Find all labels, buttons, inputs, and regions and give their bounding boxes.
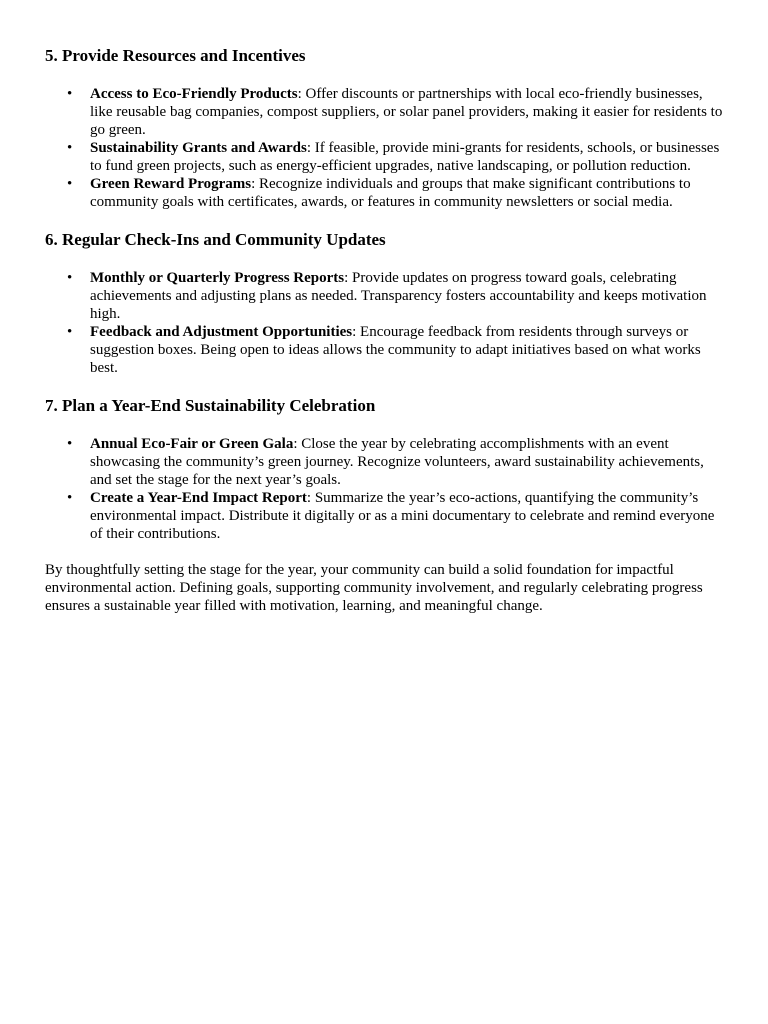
item-term: Access to Eco-Friendly Products: [90, 86, 298, 102]
item-term: Create a Year-End Impact Report: [90, 490, 307, 506]
bullet-icon: •: [67, 324, 73, 340]
item-text: : Offer discounts or partnerships with local eco-friendly businesses, like reusable bag companies, compost suppliers, or solar panel providers, making it easier for residents to go green.: [90, 86, 723, 138]
section-year-end-celebration: [45, 395, 723, 543]
list-item: [67, 85, 723, 139]
item-term: Feedback and Adjustment Opportunities: [90, 324, 353, 340]
bullet-icon: •: [67, 140, 73, 156]
list-item: [67, 175, 723, 211]
section-heading: 7. Plan a Year-End Sustainability Celebration: [45, 396, 376, 415]
bullet-list: [45, 435, 723, 543]
section-resources-incentives: [45, 45, 723, 211]
section-heading: 6. Regular Check-Ins and Community Updates: [45, 230, 386, 249]
list-item: [67, 489, 723, 543]
section-check-ins-updates: [45, 229, 723, 377]
bullet-icon: •: [67, 490, 73, 506]
item-text: : Encourage feedback from residents through surveys or suggestion boxes. Being open to ideas allows the community to adapt initiatives based on what works best.: [90, 324, 701, 376]
item-text: : If feasible, provide mini-grants for residents, schools, or businesses to fund green projects, such as energy-efficient upgrades, native landscaping, or pollution reduction.: [90, 140, 720, 174]
item-text: : Provide updates on progress toward goals, celebrating achievements and adjusting plans as needed. Transparency fosters accountability and keeps motivation high.: [90, 270, 707, 322]
item-term: Green Reward Programs: [90, 176, 252, 192]
bullet-list: [45, 85, 723, 211]
list-item: [67, 323, 723, 377]
bullet-list: [45, 269, 723, 377]
item-text: : Close the year by celebrating accomplishments with an event showcasing the community’s green journey. Recognize volunteers, award sustainability achievements, and set the stage for the next year’s goals.: [90, 436, 704, 488]
list-item: [67, 435, 723, 489]
section-heading: 5. Provide Resources and Incentives: [45, 46, 306, 65]
item-term: Monthly or Quarterly Progress Reports: [90, 270, 345, 286]
item-text: : Recognize individuals and groups that make significant contributions to community goals with certificates, awards, or features in community newsletters or social media.: [90, 176, 691, 210]
bullet-icon: •: [67, 176, 73, 192]
bullet-icon: •: [67, 436, 73, 452]
closing-paragraph: By thoughtfully setting the stage for the year, your community can build a solid foundation for impactful environmental action. Defining goals, supporting community involvement, and regularly celebrating progress ensures a sustainable year filled with motivation, learning, and meaningful change.: [45, 562, 703, 614]
list-item: [67, 269, 723, 323]
bullet-icon: •: [67, 86, 73, 102]
item-term: Sustainability Grants and Awards: [90, 140, 307, 156]
list-item: [67, 139, 723, 175]
item-term: Annual Eco-Fair or Green Gala: [90, 436, 294, 452]
item-text: : Summarize the year’s eco-actions, quantifying the community’s environmental impact. Distribute it digitally or as a mini documentary to celebrate and remind everyone of their contributions.: [90, 490, 715, 542]
bullet-icon: •: [67, 270, 73, 286]
